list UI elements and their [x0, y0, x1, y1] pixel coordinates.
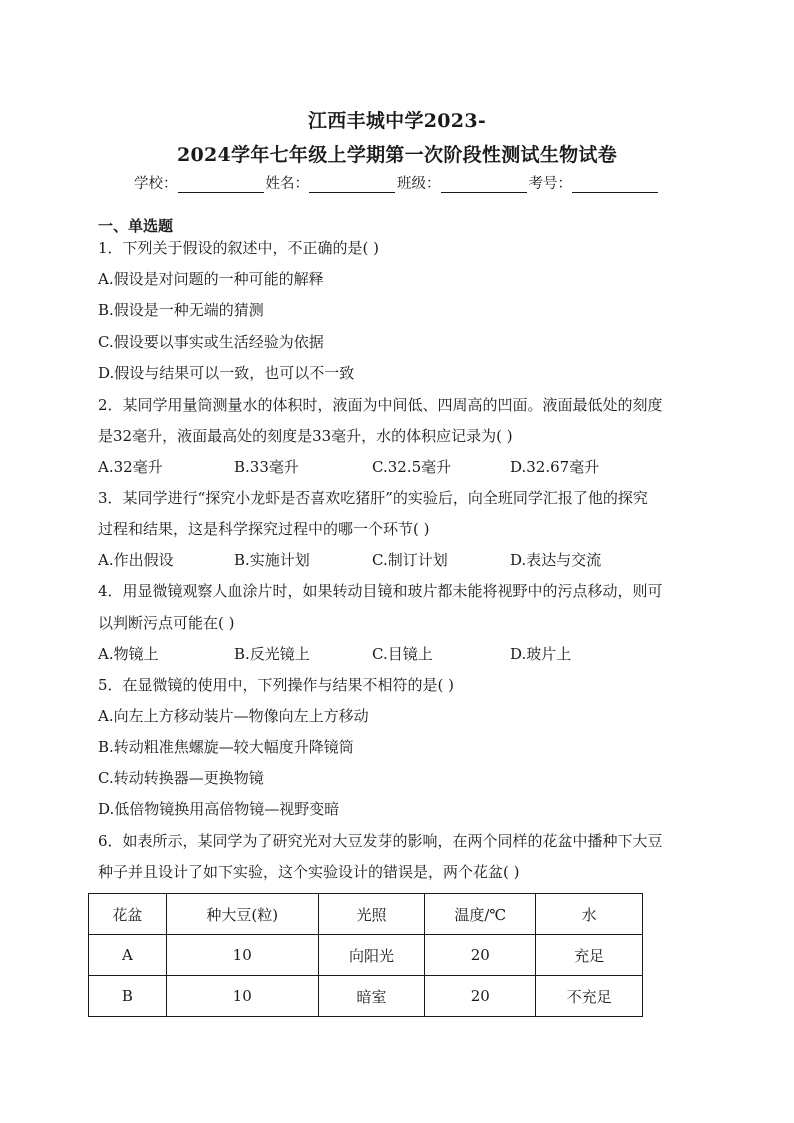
- question-2-option-a: A.32毫升: [98, 458, 163, 476]
- question-2-option-c: C.32.5毫升: [372, 458, 452, 476]
- question-1-option-b: B.假设是一种无端的猜测: [98, 301, 264, 319]
- table-header-row: [89, 894, 643, 935]
- question-3-stem-line1: 3．某同学进行“探究小龙虾是否喜欢吃猪肝”的实验后，向全班同学汇报了他的探究: [98, 489, 648, 507]
- question-2-option-b: B.33毫升: [234, 458, 299, 476]
- question-4-option-d: D.玻片上: [510, 645, 572, 663]
- table-cell: 暗室: [318, 976, 425, 1017]
- question-4-option-b: B.反光镜上: [234, 645, 310, 663]
- table-header-cell: 温度/℃: [425, 894, 536, 935]
- question-4-option-a: A.物镜上: [98, 645, 159, 663]
- question-5-stem: 5．在显微镜的使用中，下列操作与结果不相符的是( ): [98, 676, 455, 694]
- class-label: 班级：: [397, 176, 441, 192]
- question-2-stem-line1: 2．某同学用量筒测量水的体积时，液面为中间低、四周高的凹面。液面最低处的刻度: [98, 396, 663, 414]
- question-3-stem-line2: 过程和结果，这是科学探究过程中的哪一个环节( ): [98, 520, 430, 538]
- name-label: 姓名：: [265, 176, 309, 192]
- table-cell: A: [89, 935, 167, 976]
- question-2-option-d: D.32.67毫升: [510, 458, 600, 476]
- name-blank: [309, 178, 395, 193]
- table-header-cell: 种大豆(粒): [166, 894, 318, 935]
- question-5-option-d: D.低倍物镜换用高倍物镜—视野变暗: [98, 800, 340, 818]
- question-3-option-a: A.作出假设: [98, 551, 174, 569]
- school-label: 学校：: [134, 176, 178, 192]
- question-6-stem-line2: 种子并且设计了如下实验，这个实验设计的错误是，两个花盆( ): [98, 863, 520, 881]
- table-header-cell: 水: [536, 894, 643, 935]
- question-4-option-c: C.目镜上: [372, 645, 433, 663]
- school-blank: [178, 178, 264, 193]
- table-header-cell: 光照: [318, 894, 425, 935]
- question-3-option-b: B.实施计划: [234, 551, 310, 569]
- question-1-stem: 1．下列关于假设的叙述中，不正确的是( ): [98, 239, 380, 257]
- question-5-option-a: A.向左上方移动装片—物像向左上方移动: [98, 707, 369, 725]
- question-1-option-c: C.假设要以事实或生活经验为依据: [98, 333, 324, 351]
- exam-number-label: 考号：: [528, 176, 572, 192]
- question-5-option-b: B.转动粗准焦螺旋—较大幅度升降镜筒: [98, 738, 354, 756]
- question-1-option-d: D.假设与结果可以一致，也可以不一致: [98, 364, 355, 382]
- table-cell: B: [89, 976, 167, 1017]
- table-cell: 20: [425, 935, 536, 976]
- question-3-option-c: C.制订计划: [372, 551, 448, 569]
- table-cell: 向阳光: [318, 935, 425, 976]
- table-cell: 20: [425, 976, 536, 1017]
- question-4-stem-line2: 以判断污点可能在( ): [98, 614, 235, 632]
- class-blank: [441, 178, 527, 193]
- exam-title-line2: 2024学年七年级上学期第一次阶段性测试生物试卷: [176, 144, 618, 166]
- question-2-stem-line2: 是32毫升，液面最高处的刻度是33毫升，水的体积应记录为( ): [98, 427, 513, 445]
- table-row: [89, 976, 643, 1017]
- exam-number-blank: [572, 178, 658, 193]
- question-3-option-d: D.表达与交流: [510, 551, 602, 569]
- question-4-stem-line1: 4．用显微镜观察人血涂片时，如果转动目镜和玻片都未能将视野中的污点移动，则可: [98, 582, 663, 600]
- question-1-option-a: A.假设是对问题的一种可能的解释: [98, 270, 324, 288]
- exam-title-line1: 江西丰城中学2023-: [307, 110, 487, 132]
- question-6-stem-line1: 6．如表所示，某同学为了研究光对大豆发芽的影响，在两个同样的花盆中播种下大豆: [98, 832, 663, 850]
- table-cell: 10: [166, 976, 318, 1017]
- table-cell: 10: [166, 935, 318, 976]
- table-row: [89, 935, 643, 976]
- student-info-line: [0, 172, 794, 193]
- table-header-cell: 花盆: [89, 894, 167, 935]
- table-cell: 不充足: [536, 976, 643, 1017]
- table-cell: 充足: [536, 935, 643, 976]
- section-title: 一、单选题: [98, 217, 174, 235]
- question-5-option-c: C.转动转换器—更换物镜: [98, 769, 264, 787]
- experiment-table: [88, 893, 643, 1017]
